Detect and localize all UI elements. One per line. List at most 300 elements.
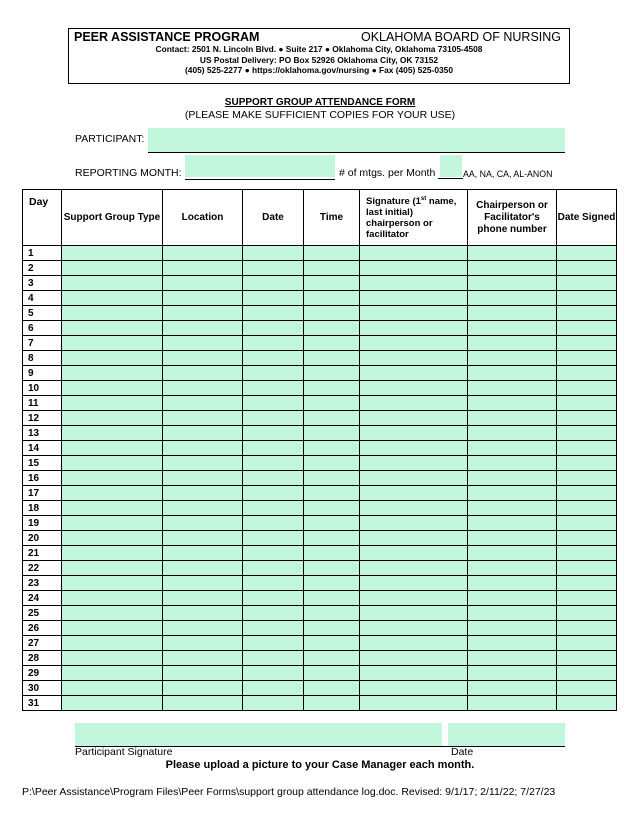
location-cell[interactable]: [163, 306, 243, 321]
day-number: 12: [23, 411, 62, 426]
table-row: [23, 411, 617, 426]
date-cell[interactable]: [243, 576, 304, 591]
signature-header-b: name, last initial) chairperson or facilitator: [366, 195, 457, 240]
table-header-row: [23, 190, 617, 246]
form-title: SUPPORT GROUP ATTENDANCE FORM: [224, 97, 416, 108]
signature-cell[interactable]: [360, 516, 468, 531]
signature-cell[interactable]: [360, 321, 468, 336]
signature-cell[interactable]: [360, 591, 468, 606]
day-number: 26: [23, 621, 62, 636]
table-row: [23, 546, 617, 561]
signature-cell[interactable]: [360, 306, 468, 321]
signature-cell[interactable]: [360, 381, 468, 396]
date-cell[interactable]: [243, 426, 304, 441]
location-cell[interactable]: [163, 471, 243, 486]
signature-cell[interactable]: [360, 291, 468, 306]
type-cell[interactable]: [62, 441, 163, 456]
participant-label: PARTICIPANT:: [75, 133, 145, 145]
day-number: 25: [23, 606, 62, 621]
date-signed-cell[interactable]: [557, 336, 617, 351]
type-cell[interactable]: [62, 546, 163, 561]
location-cell[interactable]: [163, 606, 243, 621]
table-row: [23, 621, 617, 636]
day-number: 27: [23, 636, 62, 651]
table-row: [23, 246, 617, 261]
location-cell[interactable]: [163, 366, 243, 381]
table-row: [23, 456, 617, 471]
time-cell[interactable]: [304, 246, 360, 261]
table-row: [23, 351, 617, 366]
date-cell[interactable]: [243, 411, 304, 426]
date-cell[interactable]: [243, 336, 304, 351]
date-cell[interactable]: [243, 456, 304, 471]
table-row: [23, 321, 617, 336]
phone-cell[interactable]: [468, 441, 557, 456]
day-number: 7: [23, 336, 62, 351]
time-cell[interactable]: [304, 606, 360, 621]
location-cell[interactable]: [163, 681, 243, 696]
signature-cell[interactable]: [360, 366, 468, 381]
type-cell[interactable]: [62, 366, 163, 381]
location-cell[interactable]: [163, 486, 243, 501]
day-number: 17: [23, 486, 62, 501]
date-signed-cell[interactable]: [557, 381, 617, 396]
date-cell[interactable]: [243, 696, 304, 711]
location-cell[interactable]: [163, 351, 243, 366]
col-day-header: Day: [23, 190, 62, 246]
signature-cell[interactable]: [360, 396, 468, 411]
time-cell[interactable]: [304, 591, 360, 606]
location-cell[interactable]: [163, 411, 243, 426]
type-cell[interactable]: [62, 681, 163, 696]
table-row: [23, 591, 617, 606]
board-name: OKLAHOMA BOARD OF NURSING: [360, 30, 561, 44]
date-cell[interactable]: [243, 276, 304, 291]
time-cell[interactable]: [304, 621, 360, 636]
date-cell[interactable]: [243, 486, 304, 501]
type-cell[interactable]: [62, 471, 163, 486]
location-cell[interactable]: [163, 576, 243, 591]
date-signed-cell[interactable]: [557, 636, 617, 651]
date-signed-cell[interactable]: [557, 456, 617, 471]
day-number: 11: [23, 396, 62, 411]
date-cell[interactable]: [243, 321, 304, 336]
date-signed-cell[interactable]: [557, 411, 617, 426]
time-cell[interactable]: [304, 291, 360, 306]
date-cell[interactable]: [243, 381, 304, 396]
table-row: [23, 681, 617, 696]
signature-header-a: Signature (1: [366, 195, 421, 207]
attendance-table: [22, 189, 617, 711]
signature-cell[interactable]: [360, 351, 468, 366]
time-cell[interactable]: [304, 681, 360, 696]
col-time-header: Time: [304, 190, 360, 246]
type-cell[interactable]: [62, 666, 163, 681]
day-number: 8: [23, 351, 62, 366]
time-cell[interactable]: [304, 546, 360, 561]
day-number: 28: [23, 651, 62, 666]
date-cell[interactable]: [243, 351, 304, 366]
location-cell[interactable]: [163, 501, 243, 516]
day-number: 15: [23, 456, 62, 471]
program-title: PEER ASSISTANCE PROGRAM: [74, 30, 260, 44]
location-cell[interactable]: [163, 456, 243, 471]
location-cell[interactable]: [163, 441, 243, 456]
date-cell[interactable]: [243, 636, 304, 651]
table-row: [23, 426, 617, 441]
date-signed-cell[interactable]: [557, 261, 617, 276]
date-cell[interactable]: [243, 306, 304, 321]
day-number: 29: [23, 666, 62, 681]
type-cell[interactable]: [62, 651, 163, 666]
time-cell[interactable]: [304, 576, 360, 591]
type-cell[interactable]: [62, 621, 163, 636]
time-cell[interactable]: [304, 426, 360, 441]
date-signed-cell[interactable]: [557, 306, 617, 321]
date-cell[interactable]: [243, 531, 304, 546]
phone-cell[interactable]: [468, 561, 557, 576]
day-number: 13: [23, 426, 62, 441]
date-cell[interactable]: [243, 501, 304, 516]
time-cell[interactable]: [304, 651, 360, 666]
location-cell[interactable]: [163, 261, 243, 276]
day-number: 1: [23, 246, 62, 261]
phone-cell[interactable]: [468, 531, 557, 546]
type-cell[interactable]: [62, 636, 163, 651]
phone-cell[interactable]: [468, 486, 557, 501]
date-cell[interactable]: [243, 471, 304, 486]
signature-cell[interactable]: [360, 276, 468, 291]
table-row: [23, 501, 617, 516]
location-cell[interactable]: [163, 696, 243, 711]
signature-cell[interactable]: [360, 666, 468, 681]
signature-cell[interactable]: [360, 696, 468, 711]
phone-cell[interactable]: [468, 546, 557, 561]
col-signature-header: [360, 190, 468, 246]
date-cell[interactable]: [243, 606, 304, 621]
signature-cell[interactable]: [360, 636, 468, 651]
date-signed-cell[interactable]: [557, 366, 617, 381]
participant-signature-label: Participant Signature: [75, 746, 173, 758]
signature-cell[interactable]: [360, 261, 468, 276]
signature-header-sup: st: [420, 195, 427, 202]
location-cell[interactable]: [163, 246, 243, 261]
time-cell[interactable]: [304, 381, 360, 396]
postal-address: US Postal Delivery: PO Box 52926 Oklahoma City, OK 73152: [199, 54, 439, 65]
date-signed-cell[interactable]: [557, 486, 617, 501]
type-cell[interactable]: [62, 261, 163, 276]
table-row: [23, 486, 617, 501]
date-signed-cell[interactable]: [557, 501, 617, 516]
time-cell[interactable]: [304, 486, 360, 501]
signature-cell[interactable]: [360, 336, 468, 351]
participant-signature-field[interactable]: [75, 723, 442, 746]
date-signed-cell[interactable]: [557, 651, 617, 666]
phone-cell[interactable]: [468, 636, 557, 651]
signature-cell[interactable]: [360, 681, 468, 696]
table-row: [23, 531, 617, 546]
table-row: [23, 396, 617, 411]
type-cell[interactable]: [62, 576, 163, 591]
signature-cell[interactable]: [360, 651, 468, 666]
date-cell[interactable]: [243, 366, 304, 381]
table-row: [23, 261, 617, 276]
phone-cell[interactable]: [468, 426, 557, 441]
phone-cell[interactable]: [468, 321, 557, 336]
signature-cell[interactable]: [360, 486, 468, 501]
phone-web-fax: (405) 525-2277 ● https://oklahoma.gov/nursing ● Fax (405) 525-0350: [185, 65, 453, 75]
time-cell[interactable]: [304, 501, 360, 516]
signature-date-label: Date: [451, 746, 474, 758]
phone-cell[interactable]: [468, 411, 557, 426]
date-signed-cell[interactable]: [557, 561, 617, 576]
type-cell[interactable]: [62, 591, 163, 606]
date-signed-cell[interactable]: [557, 321, 617, 336]
table-row: [23, 336, 617, 351]
table-row: [23, 291, 617, 306]
table-row: [23, 636, 617, 651]
mtgs-per-month-field[interactable]: [440, 155, 462, 177]
date-cell[interactable]: [243, 621, 304, 636]
table-row: [23, 441, 617, 456]
type-cell[interactable]: [62, 501, 163, 516]
phone-cell[interactable]: [468, 291, 557, 306]
signature-cell[interactable]: [360, 621, 468, 636]
table-row: [23, 651, 617, 666]
file-path: P:\Peer Assistance\Program Files\Peer Forms\support group attendance log.doc. Revised: 9/1/17; 2/11/22; 7/27/23: [22, 786, 556, 798]
type-cell[interactable]: [62, 291, 163, 306]
phone-cell[interactable]: [468, 696, 557, 711]
day-number: 4: [23, 291, 62, 306]
phone-cell[interactable]: [468, 606, 557, 621]
time-cell[interactable]: [304, 516, 360, 531]
date-signed-cell[interactable]: [557, 621, 617, 636]
type-cell[interactable]: [62, 516, 163, 531]
date-cell[interactable]: [243, 516, 304, 531]
date-signed-cell[interactable]: [557, 351, 617, 366]
type-cell[interactable]: [62, 606, 163, 621]
date-signed-cell[interactable]: [557, 276, 617, 291]
day-number: 24: [23, 591, 62, 606]
day-number: 23: [23, 576, 62, 591]
type-cell[interactable]: [62, 426, 163, 441]
day-number: 31: [23, 696, 62, 711]
date-cell[interactable]: [243, 666, 304, 681]
time-cell[interactable]: [304, 696, 360, 711]
phone-cell[interactable]: [468, 516, 557, 531]
date-cell[interactable]: [243, 441, 304, 456]
signature-cell[interactable]: [360, 606, 468, 621]
upload-note: Please upload a picture to your Case Manager each month.: [165, 759, 475, 771]
table-row: [23, 696, 617, 711]
day-number: 16: [23, 471, 62, 486]
time-cell[interactable]: [304, 636, 360, 651]
signature-cell[interactable]: [360, 441, 468, 456]
type-cell[interactable]: [62, 306, 163, 321]
phone-cell[interactable]: [468, 336, 557, 351]
signature-cell[interactable]: [360, 531, 468, 546]
reporting-month-label: REPORTING MONTH:: [75, 167, 182, 179]
phone-cell[interactable]: [468, 471, 557, 486]
type-cell[interactable]: [62, 696, 163, 711]
signature-date-field[interactable]: [448, 723, 565, 746]
participant-field[interactable]: [148, 128, 565, 153]
phone-cell[interactable]: [468, 276, 557, 291]
location-cell[interactable]: [163, 396, 243, 411]
phone-cell[interactable]: [468, 351, 557, 366]
date-signed-cell[interactable]: [557, 696, 617, 711]
type-cell[interactable]: [62, 396, 163, 411]
date-signed-cell[interactable]: [557, 396, 617, 411]
table-row: [23, 381, 617, 396]
location-cell[interactable]: [163, 636, 243, 651]
time-cell[interactable]: [304, 456, 360, 471]
day-number: 10: [23, 381, 62, 396]
contact-address: Contact: 2501 N. Lincoln Blvd. ● Suite 217 ● Oklahoma City, Oklahoma 73105-4508: [155, 44, 483, 54]
day-number: 14: [23, 441, 62, 456]
location-cell[interactable]: [163, 666, 243, 681]
day-number: 18: [23, 501, 62, 516]
table-row: [23, 276, 617, 291]
phone-cell[interactable]: [468, 621, 557, 636]
signature-cell[interactable]: [360, 411, 468, 426]
phone-cell[interactable]: [468, 261, 557, 276]
date-signed-cell[interactable]: [557, 291, 617, 306]
col-date-signed-header: Date Signed: [557, 190, 617, 246]
date-cell[interactable]: [243, 246, 304, 261]
phone-cell[interactable]: [468, 591, 557, 606]
date-signed-cell[interactable]: [557, 576, 617, 591]
date-signed-cell[interactable]: [557, 246, 617, 261]
time-cell[interactable]: [304, 561, 360, 576]
signature-cell[interactable]: [360, 456, 468, 471]
date-signed-cell[interactable]: [557, 681, 617, 696]
time-cell[interactable]: [304, 531, 360, 546]
location-cell[interactable]: [163, 591, 243, 606]
phone-cell[interactable]: [468, 651, 557, 666]
date-signed-cell[interactable]: [557, 666, 617, 681]
date-signed-cell[interactable]: [557, 606, 617, 621]
day-number: 9: [23, 366, 62, 381]
location-cell[interactable]: [163, 546, 243, 561]
phone-cell[interactable]: [468, 501, 557, 516]
date-cell[interactable]: [243, 291, 304, 306]
signature-cell[interactable]: [360, 246, 468, 261]
type-cell[interactable]: [62, 381, 163, 396]
time-cell[interactable]: [304, 666, 360, 681]
phone-cell[interactable]: [468, 456, 557, 471]
location-cell[interactable]: [163, 276, 243, 291]
phone-cell[interactable]: [468, 681, 557, 696]
time-cell[interactable]: [304, 411, 360, 426]
date-cell[interactable]: [243, 546, 304, 561]
date-signed-cell[interactable]: [557, 441, 617, 456]
time-cell[interactable]: [304, 471, 360, 486]
time-cell[interactable]: [304, 336, 360, 351]
phone-cell[interactable]: [468, 576, 557, 591]
location-cell[interactable]: [163, 336, 243, 351]
phone-cell[interactable]: [468, 666, 557, 681]
mtgs-types: AA, NA, CA, AL-ANON: [463, 169, 553, 179]
type-cell[interactable]: [62, 486, 163, 501]
type-cell[interactable]: [62, 336, 163, 351]
table-row: [23, 606, 617, 621]
table-row: [23, 471, 617, 486]
date-signed-cell[interactable]: [557, 426, 617, 441]
phone-cell[interactable]: [468, 381, 557, 396]
time-cell[interactable]: [304, 306, 360, 321]
phone-cell[interactable]: [468, 306, 557, 321]
time-cell[interactable]: [304, 366, 360, 381]
date-signed-cell[interactable]: [557, 546, 617, 561]
date-cell[interactable]: [243, 651, 304, 666]
reporting-month-field[interactable]: [185, 155, 335, 177]
date-cell[interactable]: [243, 591, 304, 606]
location-cell[interactable]: [163, 561, 243, 576]
phone-cell[interactable]: [468, 366, 557, 381]
location-cell[interactable]: [163, 621, 243, 636]
day-number: 3: [23, 276, 62, 291]
type-cell[interactable]: [62, 246, 163, 261]
location-cell[interactable]: [163, 426, 243, 441]
location-cell[interactable]: [163, 516, 243, 531]
table-row: [23, 306, 617, 321]
date-signed-cell[interactable]: [557, 531, 617, 546]
type-cell[interactable]: [62, 531, 163, 546]
time-cell[interactable]: [304, 441, 360, 456]
type-cell[interactable]: [62, 411, 163, 426]
date-signed-cell[interactable]: [557, 516, 617, 531]
type-cell[interactable]: [62, 321, 163, 336]
type-cell[interactable]: [62, 561, 163, 576]
date-signed-cell[interactable]: [557, 591, 617, 606]
time-cell[interactable]: [304, 321, 360, 336]
location-cell[interactable]: [163, 321, 243, 336]
signature-cell[interactable]: [360, 471, 468, 486]
location-cell[interactable]: [163, 651, 243, 666]
date-cell[interactable]: [243, 561, 304, 576]
location-cell[interactable]: [163, 381, 243, 396]
type-cell[interactable]: [62, 276, 163, 291]
mtgs-per-month-label: # of mtgs. per Month: [339, 167, 436, 179]
signature-cell[interactable]: [360, 546, 468, 561]
type-cell[interactable]: [62, 351, 163, 366]
time-cell[interactable]: [304, 351, 360, 366]
phone-cell[interactable]: [468, 396, 557, 411]
date-cell[interactable]: [243, 681, 304, 696]
header-box: [68, 28, 570, 84]
day-number: 20: [23, 531, 62, 546]
phone-cell[interactable]: [468, 246, 557, 261]
time-cell[interactable]: [304, 396, 360, 411]
signature-cell[interactable]: [360, 426, 468, 441]
day-number: 5: [23, 306, 62, 321]
col-location-header: Location: [163, 190, 243, 246]
signature-cell[interactable]: [360, 561, 468, 576]
date-signed-cell[interactable]: [557, 471, 617, 486]
table-row: [23, 516, 617, 531]
location-cell[interactable]: [163, 531, 243, 546]
col-phone-header: Chairperson or Facilitator's phone number: [468, 190, 557, 246]
signature-cell[interactable]: [360, 501, 468, 516]
type-cell[interactable]: [62, 456, 163, 471]
time-cell[interactable]: [304, 261, 360, 276]
date-cell[interactable]: [243, 261, 304, 276]
signature-cell[interactable]: [360, 576, 468, 591]
location-cell[interactable]: [163, 291, 243, 306]
time-cell[interactable]: [304, 276, 360, 291]
date-cell[interactable]: [243, 396, 304, 411]
